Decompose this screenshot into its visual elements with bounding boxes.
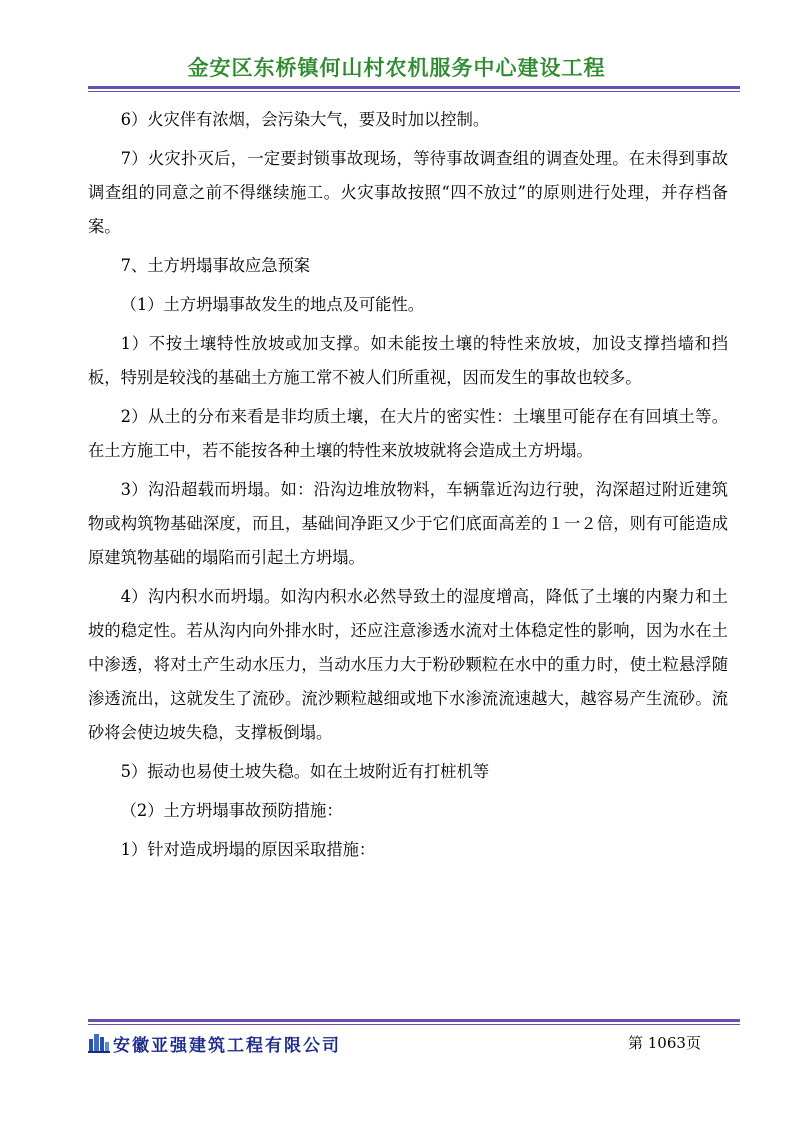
subsection-heading: （2）土方坍塌事故预防措施： [120, 801, 343, 820]
paragraph: 6）火灾伴有浓烟，会污染大气，要及时加以控制。 [120, 110, 490, 129]
page-number: 第 1063页 [628, 1034, 701, 1052]
paragraph: 5）振动也易使土坡失稳。如在土坡附近有打桩机等 [120, 762, 490, 781]
page-header-title: 金安区东桥镇何山村农机服务中心建设工程 [187, 56, 606, 80]
footer-divider [88, 1019, 740, 1025]
footer-company-name: 安徽亚强建筑工程有限公司 [113, 1036, 341, 1056]
building-logo-icon [88, 1031, 110, 1053]
section-heading: 7、土方坍塌事故应急预案 [120, 256, 311, 275]
paragraph: 1）不按土壤特性放坡或加支撑。如未能按土壤的特性来放坡，加设支撑挡墙和挡板，特别是较浅的基础土方施工常不被人们所重视，因而发生的事故也较多。 [88, 334, 728, 387]
paragraph: 3）沟沿超载而坍塌。如：沿沟边堆放物料，车辆靠近沟边行驶，沟深超过附近建筑物或构筑物基础深度，而且，基础间净距又少于它们底面高差的１一２倍，则有可能造成原建筑物基础的塌陷而引起土方坍塌。 [88, 480, 728, 567]
paragraph: 1）针对造成坍塌的原因采取措施： [120, 840, 376, 859]
document-body [88, 103, 728, 867]
paragraph: 2）从土的分布来看是非均质土壤，在大片的密实性：土壤里可能存在有回填土等。在土方施工中，若不能按各种土壤的特性来放坡就将会造成土方坍塌。 [88, 407, 728, 460]
paragraph: 4）沟内积水而坍塌。如沟内积水必然导致土的湿度增高，降低了土壤的内聚力和土坡的稳定性。若从沟内向外排水时，还应注意渗透水流对土体稳定性的影响，因为水在土中渗透，将对土产生动水压力，当动水压力大于粉砂颗粒在水中的重力时，使土粒悬浮随渗透流出，这就发生了流砂。流沙颗粒越细或地下水渗流流速越大，越容易产生流砂。流砂将会使边坡失稳，支撑板倒塌。 [88, 587, 728, 742]
paragraph: 7）火灾扑灭后，一定要封锁事故现场，等待事故调查组的调查处理。在未得到事故调查组的同意之前不得继续施工。火灾事故按照“四不放过”的原则进行处理，并存档备案。 [88, 149, 728, 236]
header-divider [88, 86, 740, 92]
subsection-heading: （1）土方坍塌事故发生的地点及可能性。 [120, 295, 425, 314]
